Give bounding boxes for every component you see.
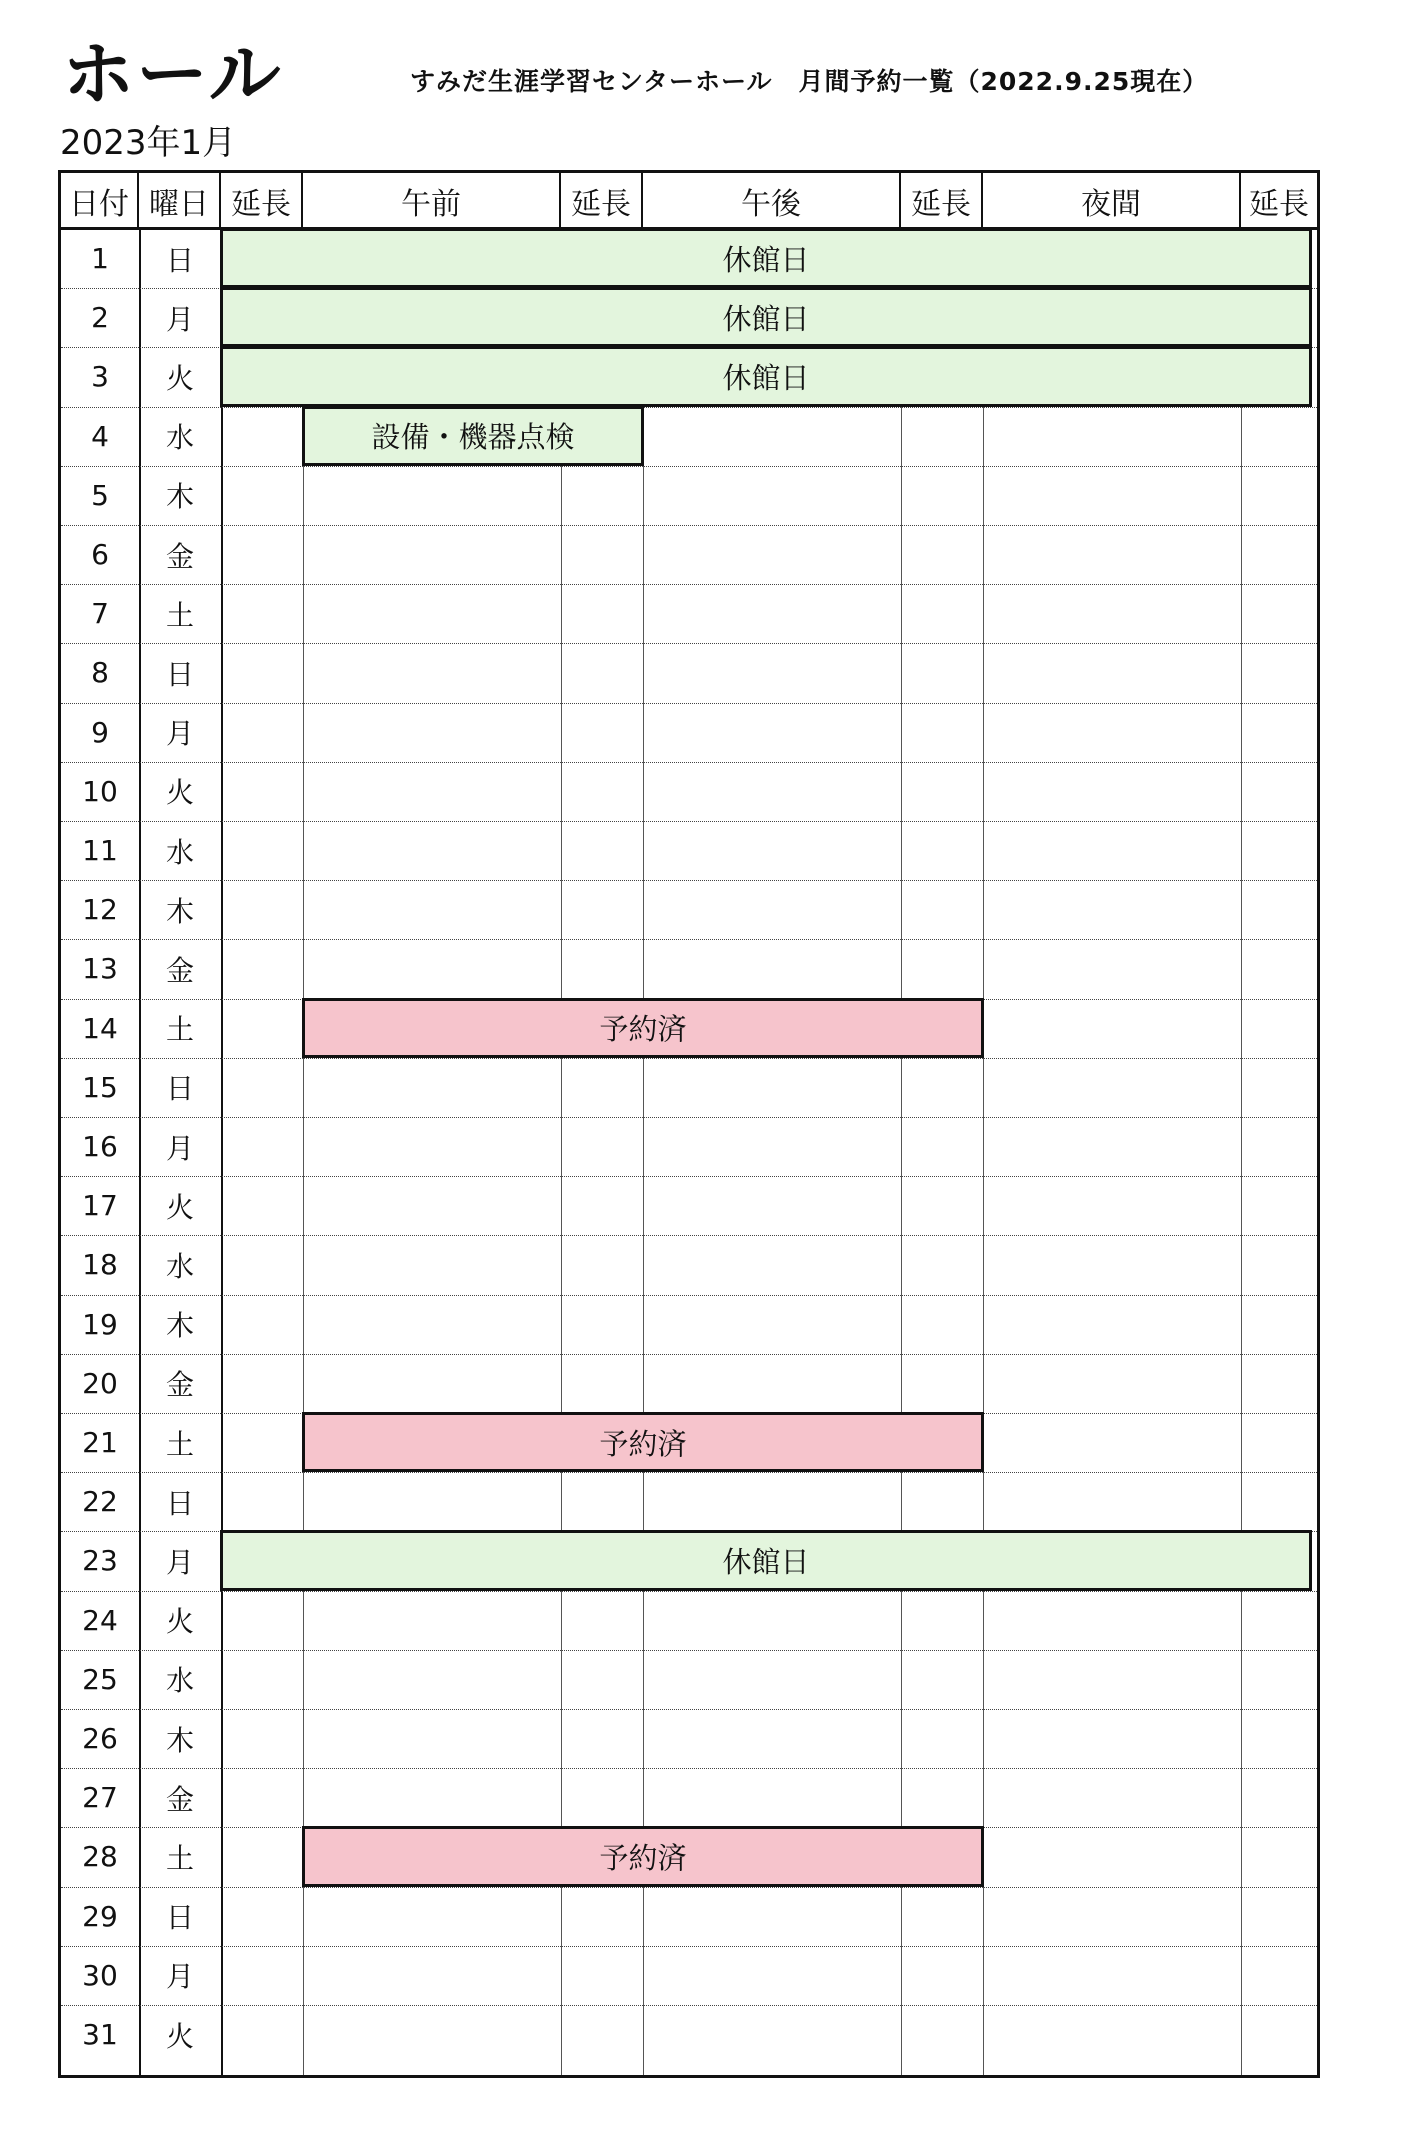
header-col-morning: 午前	[303, 173, 561, 229]
day-number: 25	[82, 1662, 118, 1696]
weekday: 土	[165, 1427, 194, 1461]
column-divider	[983, 229, 984, 2075]
row-divider	[61, 525, 1317, 526]
header-col-evening: 夜間	[983, 173, 1241, 229]
weekday: 金	[165, 953, 194, 987]
header-col-date: 日付	[61, 173, 139, 229]
column-divider	[303, 229, 304, 2075]
row-divider	[61, 1709, 1317, 1710]
weekday: 火	[165, 2019, 194, 2053]
weekday: 水	[165, 835, 194, 869]
row-divider	[61, 1591, 1317, 1592]
row-divider	[61, 1472, 1317, 1473]
weekday: 月	[165, 717, 194, 751]
row-divider	[61, 1176, 1317, 1177]
weekday: 水	[165, 421, 194, 455]
reservation-table	[58, 170, 1320, 2078]
weekday: 金	[165, 539, 194, 573]
row-divider	[61, 407, 1317, 408]
weekday: 月	[165, 1960, 194, 1994]
day-number: 30	[82, 1958, 118, 1992]
row-divider	[61, 880, 1317, 881]
column-divider	[901, 229, 902, 2075]
row-divider	[61, 821, 1317, 822]
weekday: 金	[165, 1782, 194, 1816]
booking-closed: 休館日	[220, 287, 1312, 347]
day-number: 11	[82, 834, 118, 868]
column-divider	[1241, 229, 1242, 2075]
day-number: 28	[82, 1840, 118, 1874]
weekday: 木	[165, 894, 194, 928]
weekday: 火	[165, 776, 194, 810]
row-divider	[61, 939, 1317, 940]
row-divider	[61, 1768, 1317, 1769]
day-number: 20	[82, 1366, 118, 1400]
weekday: 土	[165, 598, 194, 632]
day-number: 29	[82, 1899, 118, 1933]
weekday: 木	[165, 480, 194, 514]
column-divider	[221, 229, 223, 2075]
weekday: 土	[165, 1841, 194, 1875]
weekday: 木	[165, 1309, 194, 1343]
weekday: 木	[165, 1723, 194, 1757]
weekday: 金	[165, 1368, 194, 1402]
weekday: 火	[165, 1190, 194, 1224]
day-number: 1	[91, 242, 109, 276]
weekday: 月	[165, 302, 194, 336]
weekday: 日	[165, 1901, 194, 1935]
booking-maint: 設備・機器点検	[302, 406, 644, 466]
day-number: 24	[82, 1603, 118, 1637]
day-number: 9	[91, 715, 109, 749]
row-divider	[61, 643, 1317, 644]
booking-reserved: 予約済	[302, 1412, 984, 1472]
day-number: 21	[82, 1426, 118, 1460]
day-number: 18	[82, 1248, 118, 1282]
day-number: 16	[82, 1130, 118, 1164]
column-divider	[643, 229, 644, 2075]
row-divider	[61, 1058, 1317, 1059]
weekday: 月	[165, 1545, 194, 1579]
row-divider	[61, 1235, 1317, 1236]
day-number: 12	[82, 893, 118, 927]
row-divider	[61, 2005, 1317, 2006]
day-number: 22	[82, 1485, 118, 1519]
header-col-weekday: 曜日	[139, 173, 221, 229]
room-title: ホール	[62, 32, 283, 116]
booking-reserved: 予約済	[302, 1826, 984, 1886]
header-col-ext-1: 延長	[221, 173, 303, 229]
row-divider	[61, 1887, 1317, 1888]
weekday: 日	[165, 657, 194, 691]
header-col-ext-3: 延長	[901, 173, 983, 229]
day-number: 3	[91, 360, 109, 394]
day-number: 15	[82, 1070, 118, 1104]
day-number: 26	[82, 1722, 118, 1756]
weekday: 水	[165, 1249, 194, 1283]
row-divider	[61, 584, 1317, 585]
weekday: 日	[165, 1486, 194, 1520]
day-number: 2	[91, 301, 109, 335]
day-number: 5	[91, 478, 109, 512]
day-number: 10	[82, 774, 118, 808]
weekday: 日	[165, 243, 194, 277]
day-number: 4	[91, 419, 109, 453]
day-number: 23	[82, 1544, 118, 1578]
day-number: 8	[91, 656, 109, 690]
weekday: 土	[165, 1013, 194, 1047]
row-divider	[61, 1295, 1317, 1296]
day-number: 27	[82, 1781, 118, 1815]
booking-closed: 休館日	[220, 346, 1312, 406]
sheet-title: すみだ生涯学習センターホール 月間予約一覧（2022.9.25現在）	[410, 67, 1209, 96]
weekday: 日	[165, 1072, 194, 1106]
weekday: 月	[165, 1131, 194, 1165]
booking-closed: 休館日	[220, 228, 1312, 288]
row-divider	[61, 762, 1317, 763]
row-divider	[61, 466, 1317, 467]
day-number: 14	[82, 1011, 118, 1045]
header-col-ext-2: 延長	[561, 173, 643, 229]
day-number: 13	[82, 952, 118, 986]
header-col-ext-4: 延長	[1249, 187, 1309, 222]
month-label: 2023年1月	[60, 123, 237, 163]
booking-closed: 休館日	[220, 1530, 1312, 1590]
row-divider	[61, 1117, 1317, 1118]
day-number: 6	[91, 538, 109, 572]
booking-reserved: 予約済	[302, 998, 984, 1058]
day-number: 19	[82, 1307, 118, 1341]
column-divider	[561, 229, 562, 2075]
day-number: 17	[82, 1189, 118, 1223]
weekday: 火	[165, 1605, 194, 1639]
row-divider	[61, 1354, 1317, 1355]
row-divider	[61, 1650, 1317, 1651]
header-col-afternoon: 午後	[643, 173, 901, 229]
row-divider	[61, 1946, 1317, 1947]
row-divider	[61, 703, 1317, 704]
day-number: 31	[82, 2018, 118, 2052]
day-number: 7	[91, 597, 109, 631]
weekday: 水	[165, 1664, 194, 1698]
weekday: 火	[165, 361, 194, 395]
